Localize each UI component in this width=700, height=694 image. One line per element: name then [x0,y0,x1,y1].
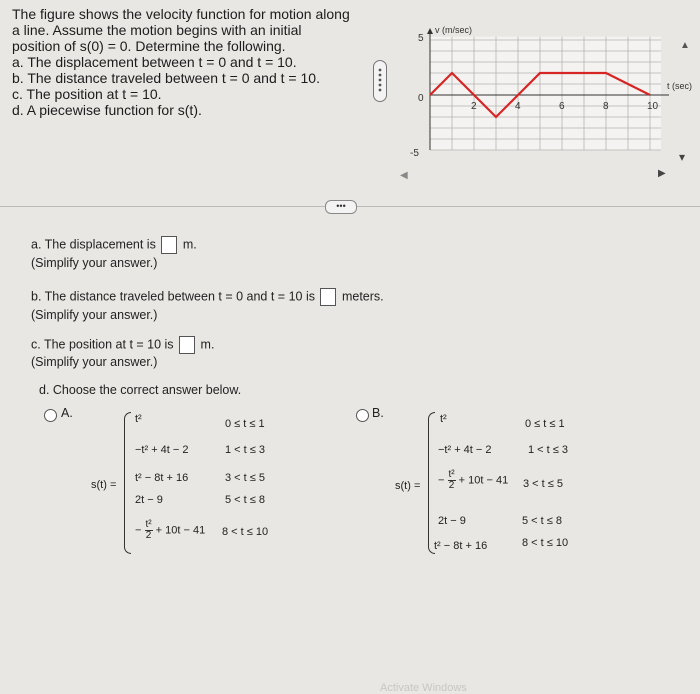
option-b-expr-4: 2t − 9 [438,515,466,527]
answer-b [31,288,384,306]
answer-a-input[interactable] [161,236,177,254]
scroll-left-icon[interactable]: ◀ [400,170,408,181]
option-a-brace [124,412,131,554]
question-text [12,6,350,118]
option-b-row-3: − $\frac{\text{t²}}{2}$ + 10t − 41 [438,469,509,491]
question-line: c. The position at t = 10. [12,86,162,102]
fraction: $\frac{\text{t²}}{2}$ [145,519,152,541]
option-a-expr-5: + 10t − 41 [155,524,206,537]
option-a-expr-3: t² − 8t + 16 [135,472,189,484]
question-line: d. A piecewise function for s(t). [12,102,202,118]
option-a-expr-4: 2t − 9 [135,494,163,506]
velocity-graph [396,6,696,186]
answer-c-label: c. The position at t = 10 is [31,337,174,352]
option-a-expr-1: t² [135,413,142,425]
option-b-cond-4: 5 < t ≤ 8 [522,515,562,527]
answer-c-unit: m. [200,337,215,352]
option-a-cond-4: 5 < t ≤ 8 [225,494,265,506]
option-b-label: B. [372,406,384,420]
x-tick-label: 2 [471,101,477,112]
option-a-cond-2: 1 < t ≤ 3 [225,444,265,456]
triangle-right-icon[interactable]: ▶ [658,168,666,179]
option-b-radio[interactable] [356,409,369,422]
question-line: position of s(0) = 0. Determine the following. [12,38,286,54]
horizontal-dots-icon: ••• [336,201,346,211]
answer-b-input[interactable] [320,288,336,306]
y-axis-arrow [427,28,433,34]
option-a-row-5: − $\frac{\text{t²}}{2}$ + 10t − 41 [135,519,206,541]
origin-label: 0 [418,93,424,104]
question-line: a line. Assume the motion begins with an initial [12,22,302,38]
x-axis-label: t (sec) [667,81,693,91]
option-b-cond-5: 8 < t ≤ 10 [522,537,569,549]
option-a-cond-5: 8 < t ≤ 10 [222,526,269,538]
x-tick-label: 10 [647,101,659,112]
option-b-lhs: s(t) = [395,480,421,492]
option-a-expr-2: −t² + 4t − 2 [135,444,189,456]
more-button[interactable] [325,200,357,214]
answer-a-label: a. The displacement is [31,237,156,252]
chevron-up-icon[interactable]: ▲ [680,40,690,51]
answer-c-hint: (Simplify your answer.) [31,355,158,369]
option-a-cond-3: 3 < t ≤ 5 [225,472,265,484]
answer-c-input[interactable] [179,336,195,354]
question-line: The figure shows the velocity function for motion along [12,6,350,22]
question-line: a. The displacement between t = 0 and t = 10. [12,54,297,70]
option-b-cond-3: 3 < t ≤ 5 [523,478,563,490]
vertical-dots-icon [374,61,386,101]
answer-a-unit: m. [182,237,197,252]
x-tick-label: 8 [603,101,609,112]
answer-b-label: b. The distance traveled between t = 0 and t = 10 is [31,289,315,304]
x-tick-label: 6 [559,101,565,112]
answer-d-prompt: d. Choose the correct answer below. [39,383,242,397]
fraction: $\frac{\text{t²}}{2}$ [448,469,455,491]
graph-grid [430,37,661,150]
option-a-radio[interactable] [44,409,57,422]
x-tick-label: 4 [515,101,521,112]
answer-c [31,336,214,354]
watermark: Activate Windows [380,682,467,694]
chevron-down-icon[interactable]: ▾ [679,150,686,164]
y-tick-bottom: -5 [410,148,419,159]
answer-b-hint: (Simplify your answer.) [31,308,158,322]
y-tick-top: 5 [418,33,424,44]
option-b-expr-1: t² [440,413,447,425]
answer-a [31,236,197,254]
option-b-expr-3: + 10t − 41 [458,474,509,487]
graph-background [430,37,661,150]
answer-a-hint: (Simplify your answer.) [31,256,158,270]
option-b-expr-5: t² − 8t + 16 [434,540,488,552]
answer-b-unit: meters. [341,289,384,304]
option-b-cond-1: 0 ≤ t ≤ 1 [525,418,565,430]
question-line: b. The distance traveled between t = 0 and t = 10. [12,70,320,86]
y-axis-label: v (m/sec) [435,25,472,35]
option-a-cond-1: 0 ≤ t ≤ 1 [225,418,265,430]
panel-drag-handle[interactable] [373,60,387,102]
option-a-label: A. [61,406,73,420]
option-b-brace [428,412,435,554]
option-b-expr-2: −t² + 4t − 2 [438,444,492,456]
option-a-lhs: s(t) = [91,479,117,491]
option-b-cond-2: 1 < t ≤ 3 [528,444,568,456]
